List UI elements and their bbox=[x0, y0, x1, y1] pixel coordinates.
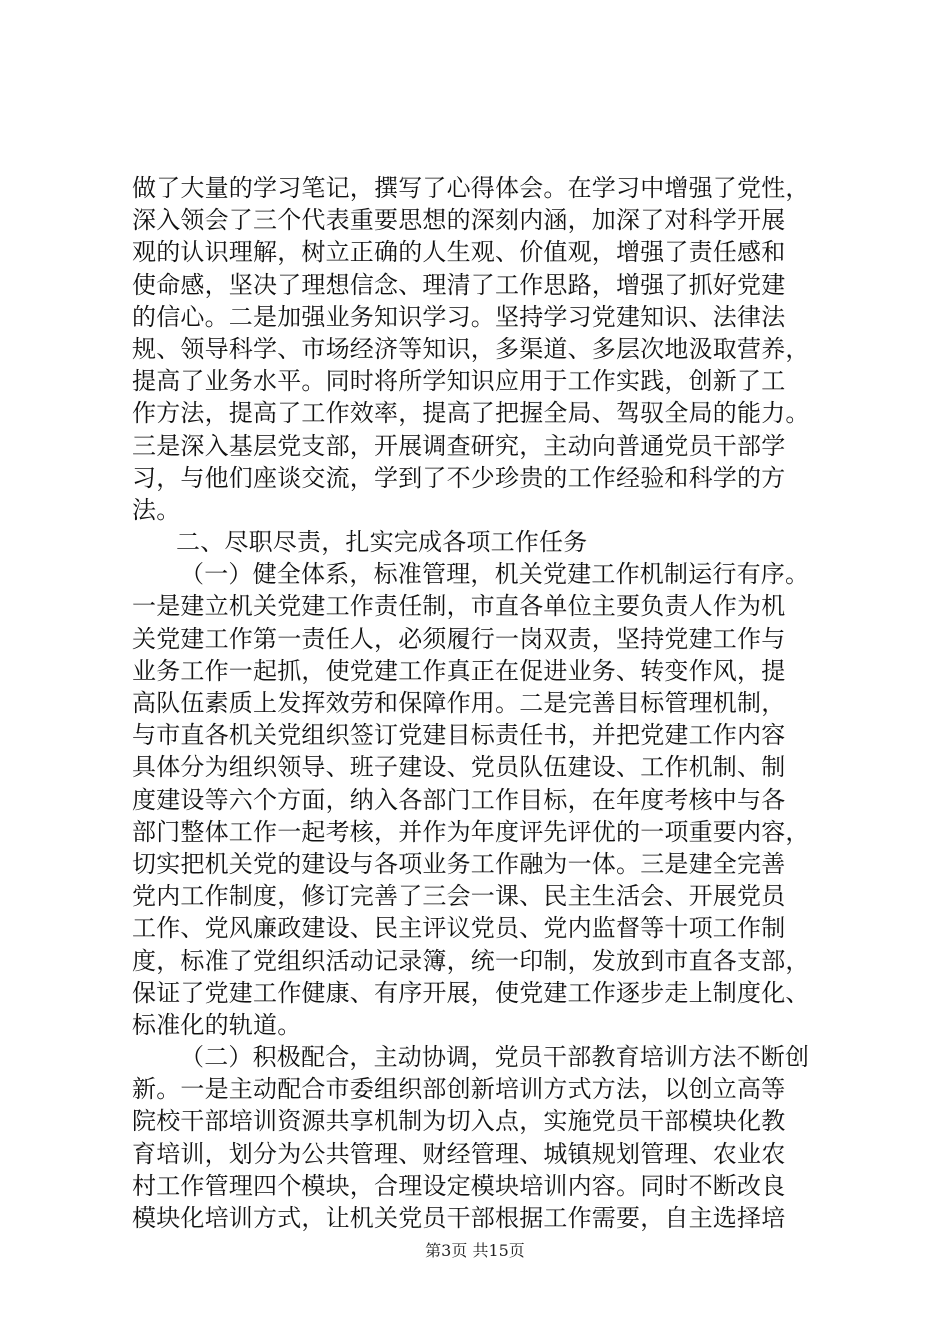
text-line: 业务工作一起抓，使党建工作真正在促进业务、转变作风，提 bbox=[132, 656, 786, 685]
text-line: 育培训，划分为公共管理、财经管理、城镇规划管理、农业农 bbox=[132, 1139, 786, 1168]
text-line: 作方法，提高了工作效率，提高了把握全局、驾驭全局的能力。 bbox=[132, 399, 810, 428]
text-line: 院校干部培训资源共享机制为切入点，实施党员干部模块化教 bbox=[132, 1107, 786, 1136]
text-line: 使命感，坚决了理想信念、理清了工作思路，增强了抓好党建 bbox=[132, 270, 786, 299]
text-line: 工作、党风廉政建设、民主评议党员、党内监督等十项工作制 bbox=[132, 914, 786, 943]
text-line: 高队伍素质上发挥效劳和保障作用。二是完善目标管理机制， bbox=[132, 689, 786, 717]
text-line: 的信心。二是加强业务知识学习。坚持学习党建知识、法律法 bbox=[132, 302, 786, 331]
text-line: 切实把机关党的建设与各项业务工作融为一体。三是建全完善 bbox=[132, 849, 786, 878]
text-line: 具体分为组织领导、班子建设、党员队伍建设、工作机制、制 bbox=[132, 753, 786, 782]
text-line: 度建设等六个方面，纳入各部门工作目标，在年度考核中与各 bbox=[132, 785, 786, 814]
text-line: 保证了党建工作健康、有序开展，使党建工作逐步走上制度化、 bbox=[132, 978, 810, 1007]
text-line: 党内工作制度，修订完善了三会一课、民主生活会、开展党员 bbox=[132, 882, 786, 911]
page-number-footer: 第3页 共15页 bbox=[425, 1241, 525, 1260]
text-line: 度，标准了党组织活动记录簿，统一印制，发放到市直各支部， bbox=[132, 946, 810, 975]
section-heading: 二、尽职尽责，扎实完成各项工作任务 bbox=[176, 528, 588, 557]
text-line: 关党建工作第一责任人，必须履行一岗双责，坚持党建工作与 bbox=[132, 624, 786, 653]
text-line: 习，与他们座谈交流，学到了不少珍贵的工作经验和科学的方 bbox=[132, 463, 786, 492]
document-body bbox=[132, 172, 832, 1234]
text-line: 法。 bbox=[132, 495, 181, 524]
text-line: 村工作管理四个模块，合理设定模块培训内容。同时不断改良 bbox=[132, 1171, 786, 1200]
text-line: 三是深入基层党支部，开展调查研究，主动向普通党员干部学 bbox=[132, 431, 786, 460]
text-line: 规、领导科学、市场经济等知识，多渠道、多层次地汲取营养， bbox=[132, 334, 810, 363]
text-line: 标准化的轨道。 bbox=[132, 1010, 302, 1039]
text-line: 深入领会了三个代表重要思想的深刻内涵，加深了对科学开展 bbox=[132, 206, 786, 235]
text-line: 一是建立机关党建工作责任制，市直各单位主要负责人作为机 bbox=[132, 592, 786, 621]
text-line: 模块化培训方式，让机关党员干部根据工作需要，自主选择培 bbox=[132, 1204, 786, 1232]
subsection-heading: （一）健全体系，标准管理，机关党建工作机制运行有序。 bbox=[180, 560, 810, 589]
text-line: 新。一是主动配合市委组织部创新培训方式方法，以创立高等 bbox=[132, 1075, 786, 1104]
text-line: 部门整体工作一起考核，并作为年度评先评优的一项重要内容， bbox=[132, 817, 810, 846]
text-line: 做了大量的学习笔记，撰写了心得体会。在学习中增强了党性， bbox=[132, 174, 810, 202]
text-line: 观的认识理解，树立正确的人生观、价值观，增强了责任感和 bbox=[132, 238, 786, 267]
text-line: 与市直各机关党组织签订党建目标责任书，并把党建工作内容 bbox=[132, 721, 786, 750]
subsection-heading: （二）积极配合，主动协调，党员干部教育培训方法不断创 bbox=[180, 1043, 810, 1072]
text-line: 提高了业务水平。同时将所学知识应用于工作实践，创新了工 bbox=[132, 367, 786, 396]
